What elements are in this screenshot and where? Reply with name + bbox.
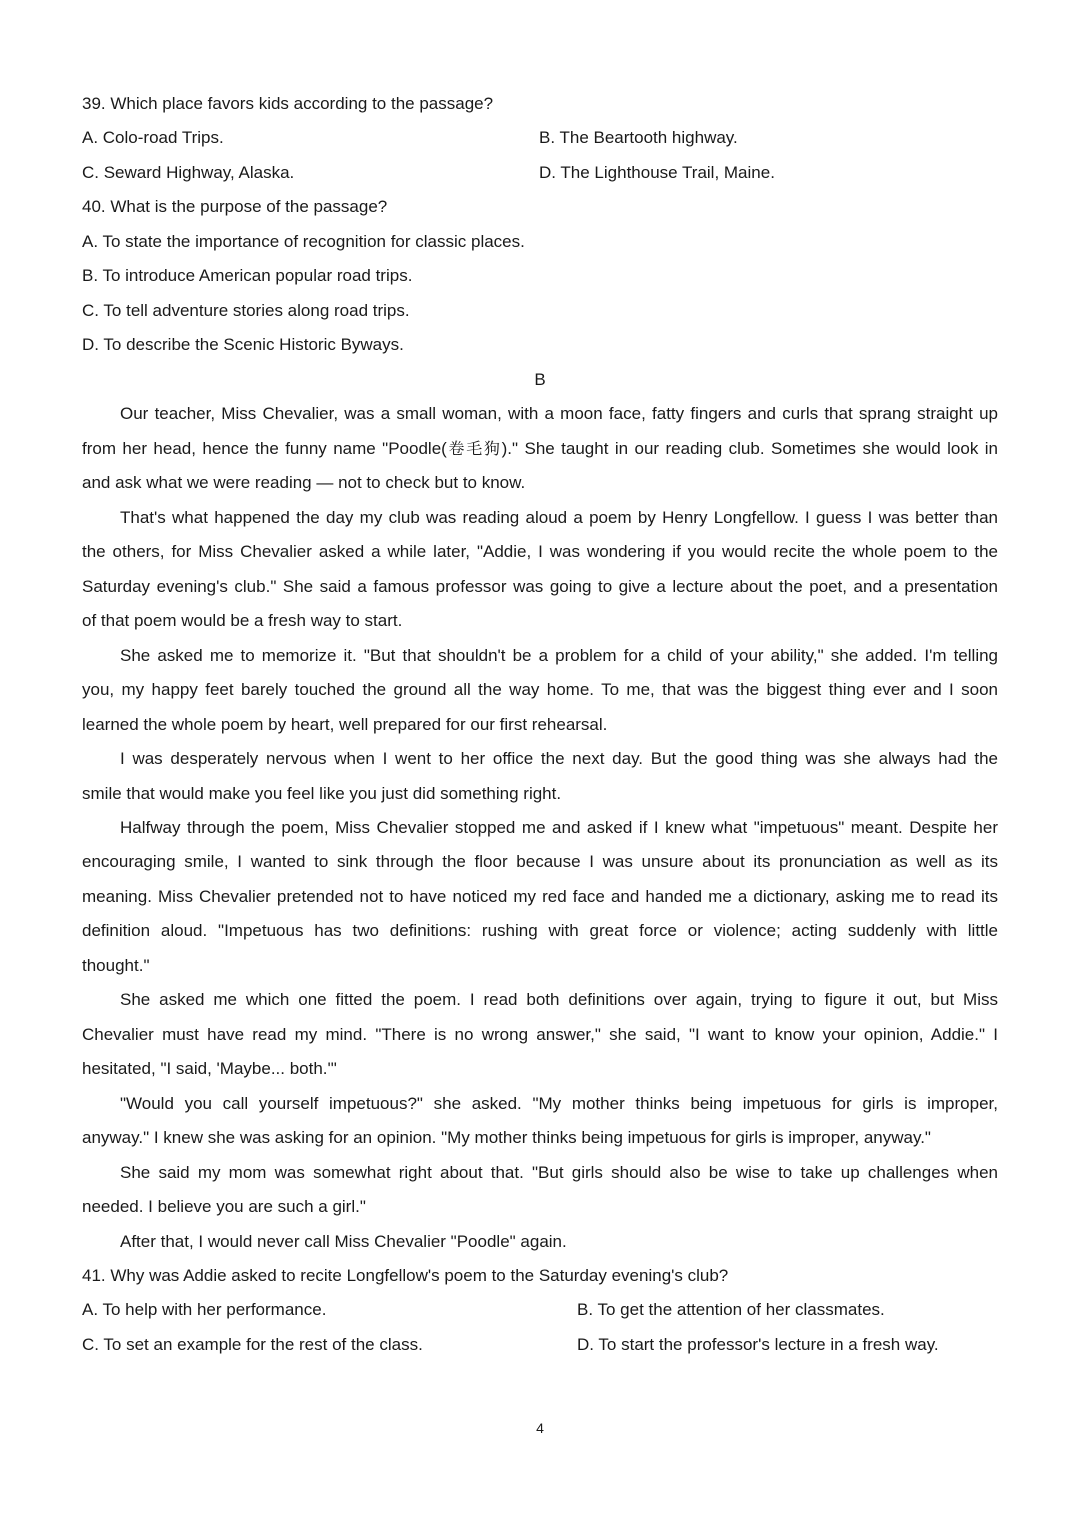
passage-line: She said my mom was somewhat right about that. "But girls should also be wise to take up challenges when <box>120 1163 998 1182</box>
passage-line: Our teacher, Miss Chevalier, was a small woman, with a moon face, fatty fingers and curls that sprang straight up <box>120 404 998 423</box>
q41-option-c: C. To set an example for the rest of the class. <box>82 1335 423 1354</box>
q39-option-a: A. Colo-road Trips. <box>82 128 224 147</box>
passage-line: She asked me to memorize it. "But that shouldn't be a problem for a child of your ability," she added. I'm telling <box>120 646 998 665</box>
chinese-gloss: 卷毛狗 <box>446 439 502 458</box>
q39-option-d: D. The Lighthouse Trail, Maine. <box>539 163 775 182</box>
q40-option-c: C. To tell adventure stories along road trips. <box>82 301 410 320</box>
passage-line-poodle <box>82 438 998 460</box>
passage-line: definition aloud. "Impetuous has two definitions: rushing with great force or violence; acting suddenly with little <box>82 921 998 940</box>
passage-line: the others, for Miss Chevalier asked a while later, "Addie, I was wondering if you would recite the whole poem to the <box>82 542 998 561</box>
passage-line: She asked me which one fitted the poem. I read both definitions over again, trying to figure it out, but Miss <box>120 990 998 1009</box>
passage-line: encouraging smile, I wanted to sink through the floor because I was unsure about its pronunciation as well as its <box>82 852 998 871</box>
q41-option-a: A. To help with her performance. <box>82 1300 327 1319</box>
q39-option-c: C. Seward Highway, Alaska. <box>82 163 295 182</box>
q40-stem: 40. What is the purpose of the passage? <box>82 197 388 216</box>
passage-text: from her head, hence the funny name "Poodle( <box>82 439 447 458</box>
passage-line: After that, I would never call Miss Chevalier "Poodle" again. <box>120 1232 567 1251</box>
passage-line: Halfway through the poem, Miss Chevalier stopped me and asked if I knew what "impetuous" meant. Despite her <box>120 818 998 837</box>
passage-line: "Would you call yourself impetuous?" she asked. "My mother thinks being impetuous for girls is improper, <box>120 1094 998 1113</box>
passage-line: Chevalier must have read my mind. "There is no wrong answer," she said, "I want to know your opinion, Addie." I <box>82 1025 998 1044</box>
q40-option-a: A. To state the importance of recognition for classic places. <box>82 232 525 251</box>
passage-line: of that poem would be a fresh way to start. <box>82 611 403 630</box>
passage-line: I was desperately nervous when I went to her office the next day. But the good thing was she always had the <box>120 749 998 768</box>
passage-line: thought." <box>82 956 150 975</box>
q39-option-b: B. The Beartooth highway. <box>539 128 738 147</box>
passage-line: and ask what we were reading — not to check but to know. <box>82 473 526 492</box>
passage-line: anyway." I knew she was asking for an opinion. "My mother thinks being impetuous for girls is improper, anyway." <box>82 1128 931 1147</box>
passage-line: Saturday evening's club." She said a famous professor was going to give a lecture about the poet, and a presentation <box>82 577 998 596</box>
q41-option-b: B. To get the attention of her classmates. <box>577 1300 885 1319</box>
page-number: 4 <box>536 1420 544 1436</box>
q41-option-d: D. To start the professor's lecture in a fresh way. <box>577 1335 939 1354</box>
passage-line: smile that would make you feel like you just did something right. <box>82 784 562 803</box>
passage-line: hesitated, "I said, 'Maybe... both.'" <box>82 1059 337 1078</box>
passage-line: That's what happened the day my club was reading aloud a poem by Henry Longfellow. I guess I was better than <box>120 508 998 527</box>
q39-stem: 39. Which place favors kids according to the passage? <box>82 94 494 113</box>
passage-line: learned the whole poem by heart, well prepared for our first rehearsal. <box>82 715 608 734</box>
section-heading: B <box>534 370 546 389</box>
passage-line: meaning. Miss Chevalier pretended not to have noticed my red face and handed me a dictionary, asking me to read its <box>82 887 998 906</box>
passage-text: )." She taught in our reading club. Sometimes she would look in <box>501 439 998 458</box>
passage-line: you, my happy feet barely touched the ground all the way home. To me, that was the biggest thing ever and I soon <box>82 680 998 699</box>
passage-line: needed. I believe you are such a girl." <box>82 1197 366 1216</box>
q41-stem: 41. Why was Addie asked to recite Longfellow's poem to the Saturday evening's club? <box>82 1266 729 1285</box>
q40-option-d: D. To describe the Scenic Historic Byways. <box>82 335 404 354</box>
q40-option-b: B. To introduce American popular road trips. <box>82 266 413 285</box>
